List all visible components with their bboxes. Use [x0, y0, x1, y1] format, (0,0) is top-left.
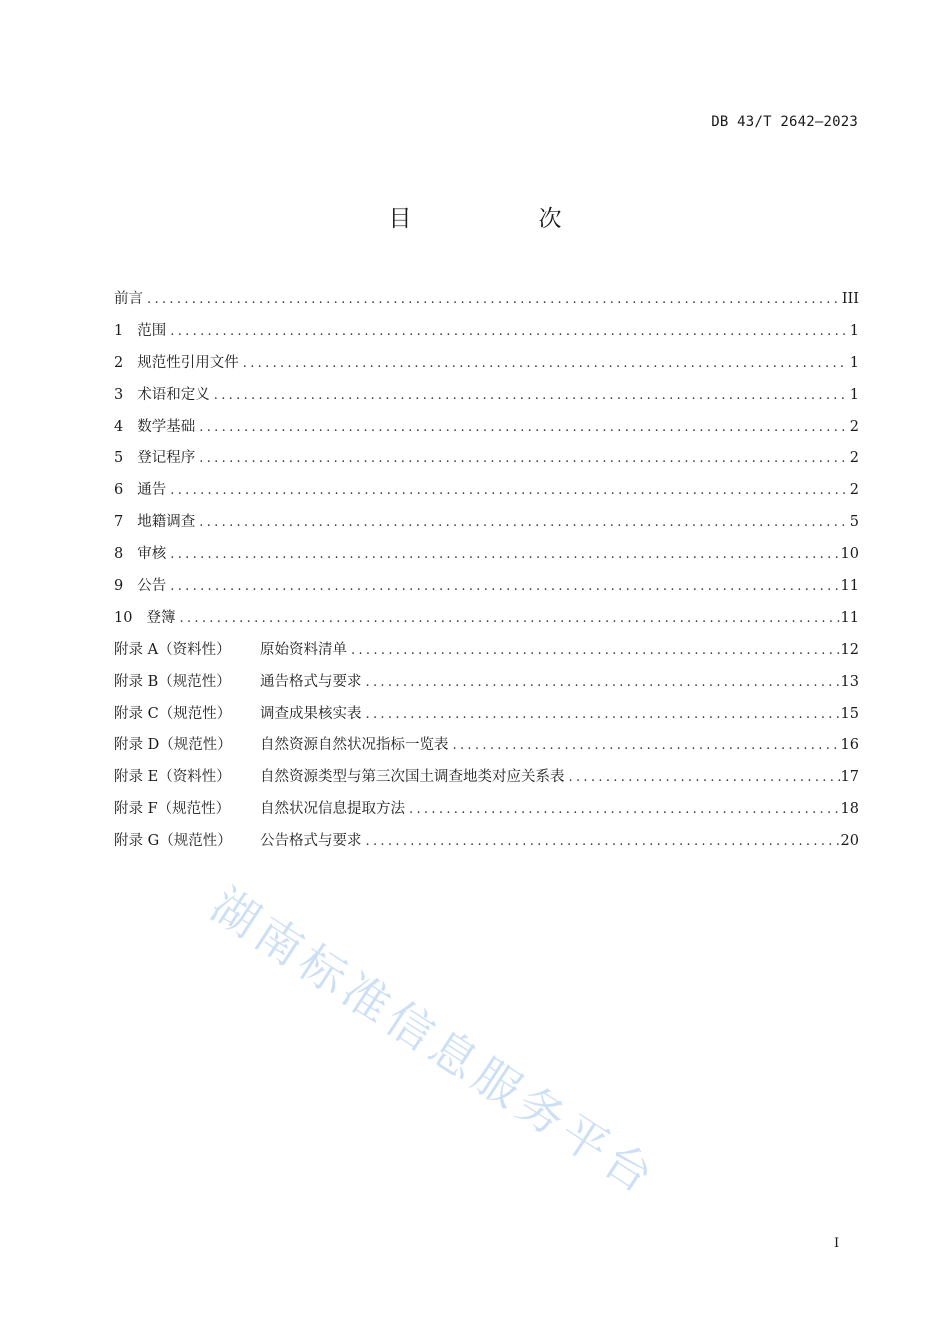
toc-entry-number: 5: [114, 450, 124, 467]
toc-entry-page: 11: [840, 578, 859, 595]
toc-entry-page: 13: [840, 673, 859, 690]
toc-leader: [362, 699, 841, 731]
toc-appendix-a[interactable]: [114, 635, 859, 667]
toc-entry-6[interactable]: [114, 475, 859, 507]
toc-entry-label: 通告: [137, 482, 167, 499]
appendix-prefix: 附录 F（规范性）: [114, 801, 231, 818]
toc-entry-10[interactable]: [114, 603, 859, 635]
toc-entry-label: 登簿: [146, 609, 176, 626]
toc-entry-label: 前言: [114, 291, 143, 307]
toc-entry-number: 4: [114, 418, 124, 435]
toc-entry-label: 地籍调查: [137, 514, 196, 531]
toc-entry-label: 数学基础: [137, 418, 196, 435]
toc-leader: [166, 316, 845, 348]
toc-entry-label: 调查成果核实表: [260, 705, 362, 722]
toc-entry-number: 6: [114, 482, 124, 499]
toc-entry-number: 8: [114, 546, 124, 563]
toc-leader: [166, 475, 845, 507]
toc-entry-page: 15: [840, 705, 859, 722]
toc-entry-page: 16: [840, 737, 859, 754]
toc-entry-page: 17: [840, 769, 859, 786]
toc-entry-label: 规范性引用文件: [137, 354, 239, 371]
toc-entry-7[interactable]: [114, 507, 859, 539]
toc-entry-page: 12: [840, 641, 859, 658]
toc-entry-8[interactable]: [114, 539, 859, 571]
toc-entry-label: 范围: [137, 322, 167, 339]
toc-leader: [449, 730, 841, 762]
toc-entry-page: 1: [849, 322, 859, 339]
toc-entry-page: 1: [849, 354, 859, 371]
page-title: 目 次: [388, 206, 614, 232]
appendix-prefix: 附录 D（规范性）: [114, 737, 232, 754]
toc-entry-number: 10: [114, 609, 133, 626]
toc-appendix-d[interactable]: [114, 730, 859, 762]
toc-entry-label: 登记程序: [137, 450, 196, 467]
toc-entry-number: 2: [114, 354, 124, 371]
toc-entry-page: 1: [849, 386, 859, 403]
toc-leader: [195, 412, 845, 444]
toc-leader: [405, 794, 841, 826]
toc-entry-page: 11: [840, 609, 859, 626]
toc-entry-4[interactable]: [114, 412, 859, 444]
toc-entry-label: 公告格式与要求: [260, 833, 362, 850]
toc-entry-label: 公告: [137, 578, 167, 595]
toc-entry-label: 通告格式与要求: [260, 673, 362, 690]
toc-leader: [166, 571, 840, 603]
toc-leader: [347, 635, 841, 667]
toc-leader: [565, 762, 841, 794]
toc-entry-page: III: [841, 291, 859, 307]
toc-entry-3[interactable]: [114, 380, 859, 412]
appendix-prefix: 附录 B（规范性）: [114, 673, 231, 690]
toc-entry-label: 自然资源自然状况指标一览表: [260, 737, 449, 754]
toc-appendix-b[interactable]: [114, 667, 859, 699]
toc-entry-page: 5: [849, 514, 859, 531]
toc-entry-number: 1: [114, 322, 124, 339]
watermark: 湖南标准信息服务平台: [201, 877, 668, 1207]
toc-entry-number: 3: [114, 386, 124, 403]
toc-entry-page: 18: [840, 801, 859, 818]
toc-appendix-e[interactable]: [114, 762, 859, 794]
toc-entry-page: 2: [849, 482, 859, 499]
table-of-contents: [114, 284, 859, 858]
toc-entry-label: 自然状况信息提取方法: [260, 801, 405, 818]
toc-entry-9[interactable]: [114, 571, 859, 603]
toc-entry-label: 自然资源类型与第三次国土调查地类对应关系表: [260, 769, 565, 786]
appendix-prefix: 附录 C（规范性）: [114, 705, 232, 722]
toc-leader: [175, 603, 840, 635]
toc-entry-number: 9: [114, 578, 124, 595]
toc-entry-5[interactable]: [114, 443, 859, 475]
toc-entry-label: 原始资料清单: [260, 641, 347, 658]
toc-entry-page: 20: [840, 833, 859, 850]
toc-leader: [195, 443, 845, 475]
toc-appendix-g[interactable]: [114, 826, 859, 858]
appendix-prefix: 附录 E（资料性）: [114, 769, 231, 786]
appendix-prefix: 附录 A（资料性）: [114, 641, 231, 658]
toc-entry-page: 2: [849, 418, 859, 435]
page-number: I: [834, 1236, 840, 1251]
document-code: DB 43/T 2642—2023: [711, 114, 858, 130]
toc-leader: [166, 539, 840, 571]
toc-leader: [362, 826, 841, 858]
toc-leader: [195, 507, 845, 539]
toc-appendix-f[interactable]: [114, 794, 859, 826]
toc-appendix-c[interactable]: [114, 699, 859, 731]
toc-entry-number: 7: [114, 514, 124, 531]
toc-entry-label: 术语和定义: [137, 386, 210, 403]
toc-leader: [143, 284, 842, 316]
toc-leader: [362, 667, 841, 699]
toc-entry-2[interactable]: [114, 348, 859, 380]
toc-entry-label: 审核: [137, 546, 167, 563]
toc-leader: [210, 380, 845, 412]
appendix-prefix: 附录 G（规范性）: [114, 833, 232, 850]
toc-leader: [239, 348, 845, 380]
toc-entry-foreword[interactable]: [114, 284, 859, 316]
toc-entry-page: 2: [849, 450, 859, 467]
toc-entry-page: 10: [840, 546, 859, 563]
toc-entry-1[interactable]: [114, 316, 859, 348]
